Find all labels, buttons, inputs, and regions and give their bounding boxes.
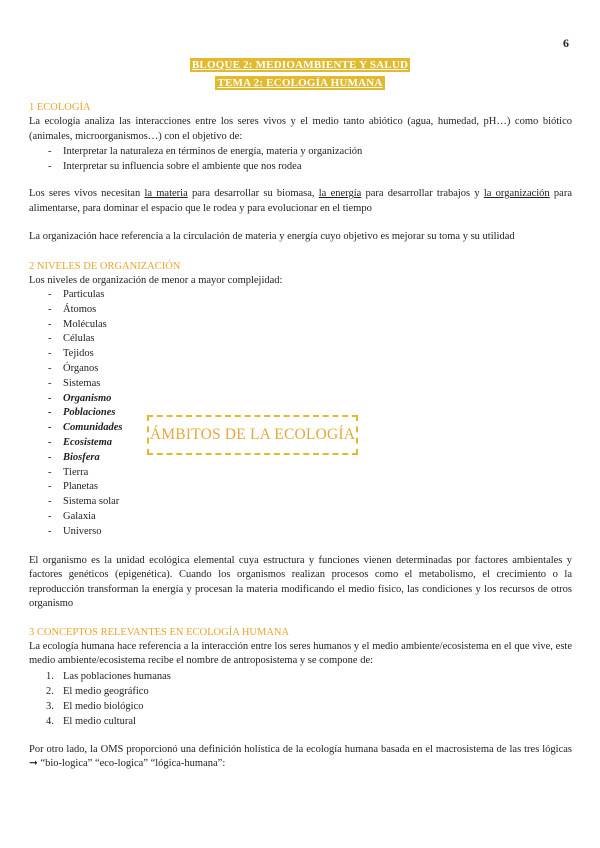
list-item: - Sistemas — [29, 377, 572, 392]
list-item: 1. Las poblaciones humanas — [46, 670, 171, 682]
components-list — [29, 669, 572, 729]
list-item: - Órganos — [29, 362, 572, 377]
section2-heading: 2 NIVELES DE ORGANIZACIÓN — [29, 260, 181, 272]
title-block — [0, 55, 600, 91]
section1-paragraph-3: La organización hace referencia a la circulación de materia y energía cuyo objetivo es mejorar su toma y su utilidad — [29, 231, 515, 242]
section1-paragraph-2: Los seres vivos necesitan la materia para desarrollar su biomasa, la energía para desarrollar trabajos y la organización para alimentarse, para dominar el espacio que le rodea y para evolucionar en el tiempo — [29, 188, 572, 214]
list-item: 4. El medio cultural — [46, 715, 136, 727]
list-item: - Universo — [29, 525, 572, 540]
list-item-ecology-scope: - Biosfera — [29, 451, 572, 466]
levels-list — [29, 288, 572, 540]
topic-title: TEMA 2: ECOLOGÍA HUMANA — [217, 77, 383, 89]
section1-intro: La ecología analiza las interacciones entre los seres vivos y el medio tanto abiótico (agua, humedad, pH…) como biótico (animales, microorganismos…) con el objetivo de: — [29, 116, 572, 142]
ecology-scope-callout: ÁMBITOS DE LA ECOLOGÍA — [147, 415, 358, 455]
list-item: 3. El medio biológico — [46, 700, 144, 712]
section1-heading: 1 ECOLOGÍA — [29, 102, 91, 113]
objectives-list — [29, 144, 572, 174]
list-item: - Galaxia — [29, 510, 572, 525]
section3-paragraph: Por otro lado, la OMS proporcionó una definición holística de la ecología humana basada en el macrosistema de las tres lógicas ➞ “bio-logica” “eco-logica” “lógica-humana”: — [29, 743, 572, 770]
list-item-ecology-scope: - Organismo — [29, 392, 572, 407]
list-item: - Interpretar su influencia sobre el ambiente que nos rodea — [29, 159, 572, 174]
section2-intro: Los niveles de organización de menor a mayor complejidad: — [29, 274, 283, 286]
list-item-ecology-scope: - Ecosistema — [29, 436, 572, 451]
list-item: - Átomos — [29, 303, 572, 318]
list-item: - Sistema solar — [29, 495, 572, 510]
list-item: - Moléculas — [29, 318, 572, 333]
list-item-ecology-scope: - Comunidades — [29, 421, 572, 436]
list-item: - Tejidos — [29, 347, 572, 362]
list-item: - Tierra — [29, 466, 572, 481]
section3-heading: 3 CONCEPTOS RELEVANTES EN ECOLOGÍA HUMANA — [29, 626, 290, 638]
block-title: BLOQUE 2: MEDIOAMBIENTE Y SALUD — [191, 59, 409, 71]
section3-intro: La ecología humana hace referencia a la interacción entre los seres humanos y el medio ambiente/ecosistema en el que vive, este medio ambiente/ecosistema recibe el nombre de antroposistema y se compone de: — [29, 640, 572, 667]
list-item: 2. El medio geográfico — [46, 685, 149, 697]
section2-paragraph: El organismo es la unidad ecológica elemental cuya estructura y funciones vienen determinadas por factores ambientales y factores genéticos (epigenética). Cuando los organismos realizan procesos como el metabolismo, el crecimiento o la reproducción transforman la energía y procesan la materia modificando el medio físico, las condiciones y los recursos de otros organismo — [29, 554, 572, 610]
list-item: - Planetas — [29, 480, 572, 495]
list-item: - Interpretar la naturaleza en términos de energía, materia y organización — [29, 144, 572, 159]
list-item-ecology-scope: - Poblaciones — [29, 406, 572, 421]
page-number: 6 — [563, 36, 569, 50]
list-item: - Células — [29, 332, 572, 347]
list-item: - Particulas — [29, 288, 572, 303]
